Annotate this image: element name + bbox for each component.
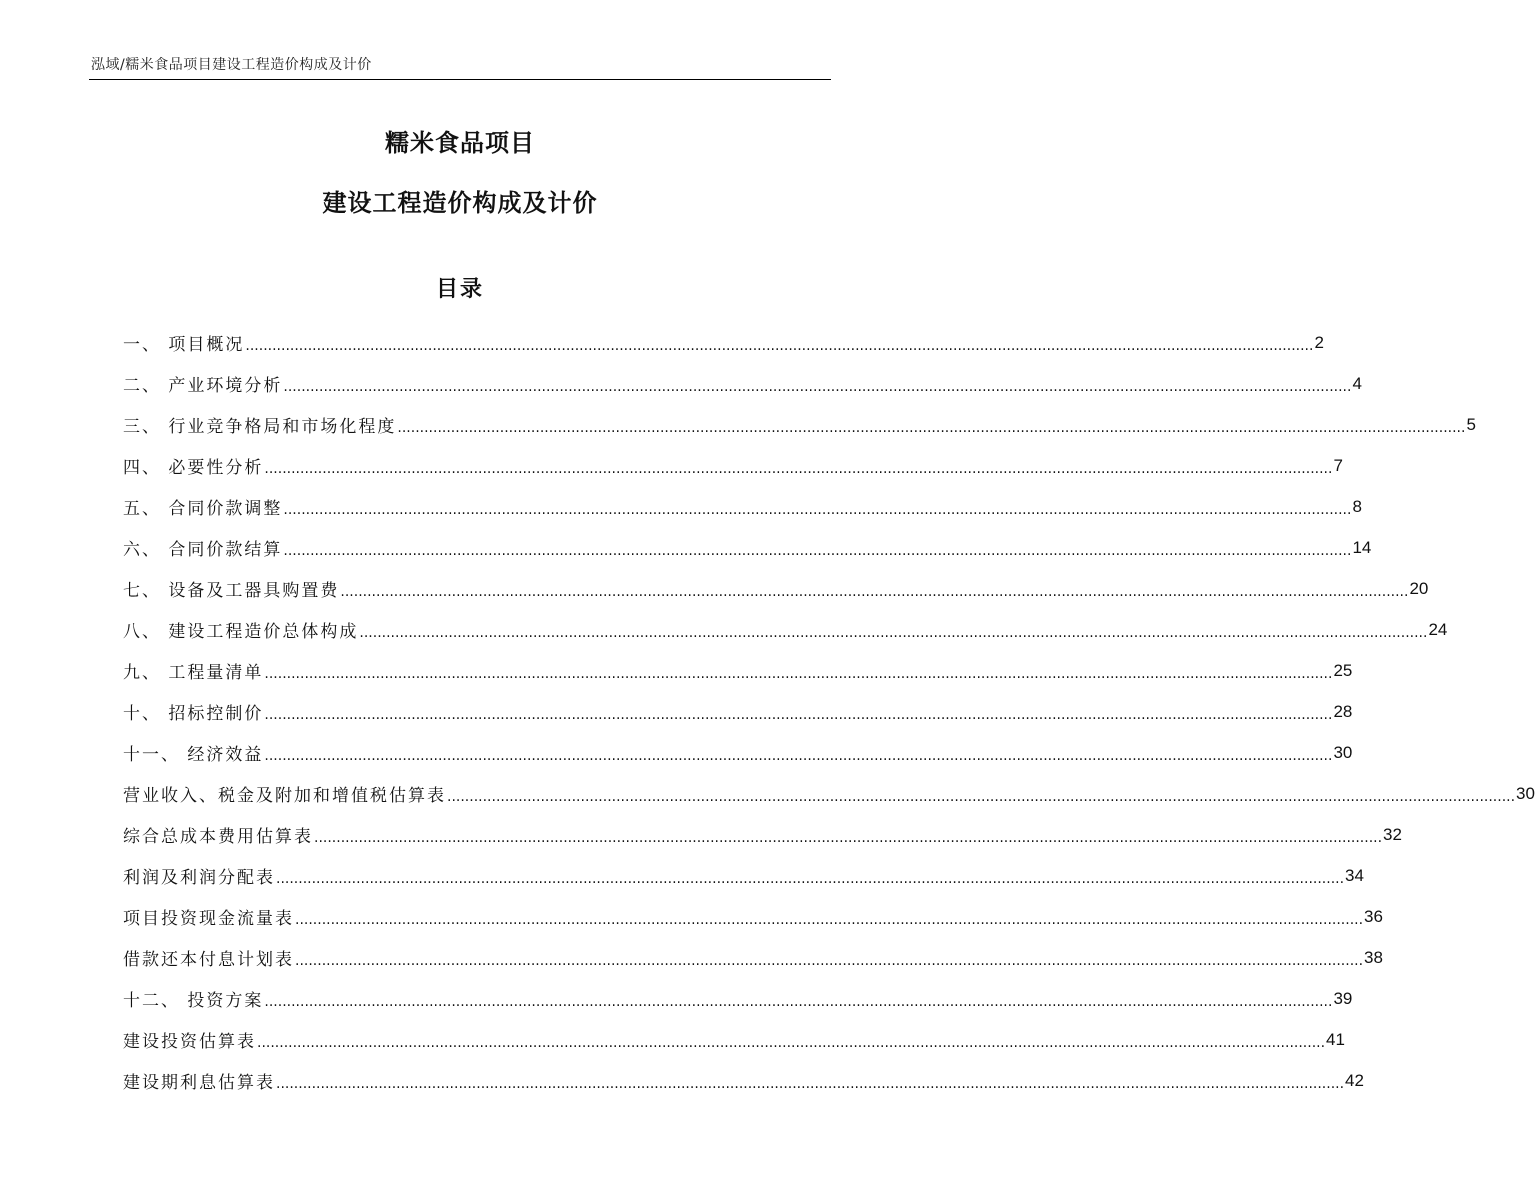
toc-leader-dots: ................................................................................................................................................................................................................................................: [264, 665, 1333, 682]
toc-entry-page: 30: [1333, 742, 1353, 762]
document-title-line-2: 建设工程造价构成及计价: [322, 189, 598, 217]
toc-entry-page: 20: [1409, 578, 1429, 598]
toc-entry-page: 41: [1326, 1029, 1345, 1049]
toc-entry-page: 30: [1516, 783, 1535, 803]
toc-entry-page: 25: [1333, 660, 1353, 680]
toc-entry-label: 营业收入、税金及附加和增值税估算表: [123, 786, 446, 806]
toc-entry[interactable]: [123, 937, 1383, 978]
toc-entry[interactable]: [123, 404, 1476, 445]
toc-entry-page: 2: [1314, 332, 1324, 352]
toc-entry-page: 24: [1428, 619, 1448, 639]
toc-leader-dots: ................................................................................................................................................................................................................................................: [397, 419, 1466, 436]
running-header: 泓域/糯米食品项目建设工程造价构成及计价: [91, 57, 372, 73]
toc-entry[interactable]: [123, 1019, 1345, 1060]
toc-entry[interactable]: [123, 691, 1353, 732]
toc-entry-page: 28: [1333, 701, 1353, 721]
toc-entry[interactable]: [123, 486, 1362, 527]
toc-leader-dots: ................................................................................................................................................................................................................................................: [264, 460, 1333, 477]
table-of-contents: [123, 322, 1535, 1101]
toc-entry-label: 十一、 经济效益: [123, 745, 264, 765]
toc-leader-dots: ................................................................................................................................................................................................................................................: [295, 911, 1364, 928]
toc-entry-page: 38: [1364, 947, 1383, 967]
toc-entry[interactable]: [123, 609, 1448, 650]
toc-leader-dots: ................................................................................................................................................................................................................................................: [245, 337, 1314, 354]
toc-entry[interactable]: [123, 896, 1383, 937]
toc-leader-dots: ................................................................................................................................................................................................................................................: [447, 788, 1516, 805]
toc-entry[interactable]: [123, 732, 1353, 773]
toc-leader-dots: ................................................................................................................................................................................................................................................: [295, 952, 1364, 969]
toc-leader-dots: ................................................................................................................................................................................................................................................: [340, 583, 1409, 600]
toc-entry-label: 五、 合同价款调整: [123, 499, 283, 519]
toc-leader-dots: ................................................................................................................................................................................................................................................: [264, 706, 1333, 723]
toc-leader-dots: ................................................................................................................................................................................................................................................: [359, 624, 1428, 641]
toc-entry-page: 4: [1352, 373, 1362, 393]
toc-entry[interactable]: [123, 1060, 1364, 1101]
toc-entry[interactable]: [123, 814, 1402, 855]
toc-entry-label: 建设期利息估算表: [123, 1073, 275, 1093]
toc-entry[interactable]: [123, 445, 1343, 486]
toc-leader-dots: ................................................................................................................................................................................................................................................: [283, 501, 1352, 518]
toc-leader-dots: ................................................................................................................................................................................................................................................: [264, 747, 1333, 764]
toc-entry[interactable]: [123, 773, 1535, 814]
toc-entry-label: 二、 产业环境分析: [123, 376, 283, 396]
toc-entry-label: 十二、 投资方案: [123, 991, 264, 1011]
toc-entry-label: 九、 工程量清单: [123, 663, 264, 683]
toc-entry[interactable]: [123, 322, 1324, 363]
toc-leader-dots: ................................................................................................................................................................................................................................................: [276, 1075, 1345, 1092]
toc-entry-page: 7: [1333, 455, 1343, 475]
toc-entry-label: 一、 项目概况: [123, 335, 245, 355]
toc-leader-dots: ................................................................................................................................................................................................................................................: [276, 870, 1345, 887]
toc-entry-page: 32: [1383, 824, 1402, 844]
toc-entry-label: 七、 设备及工器具购置费: [123, 581, 340, 601]
toc-leader-dots: ................................................................................................................................................................................................................................................: [257, 1034, 1326, 1051]
toc-entry[interactable]: [123, 568, 1429, 609]
toc-entry-label: 借款还本付息计划表: [123, 950, 294, 970]
toc-entry-label: 八、 建设工程造价总体构成: [123, 622, 359, 642]
toc-entry-page: 42: [1345, 1070, 1364, 1090]
toc-entry-page: 5: [1466, 414, 1476, 434]
toc-entry-page: 8: [1352, 496, 1362, 516]
toc-entry[interactable]: [123, 527, 1372, 568]
toc-entry-page: 14: [1352, 537, 1372, 557]
toc-entry[interactable]: [123, 978, 1353, 1019]
toc-entry-label: 六、 合同价款结算: [123, 540, 283, 560]
toc-leader-dots: ................................................................................................................................................................................................................................................: [283, 378, 1352, 395]
toc-entry-page: 39: [1333, 988, 1353, 1008]
toc-entry-label: 项目投资现金流量表: [123, 909, 294, 929]
toc-entry-page: 34: [1345, 865, 1364, 885]
toc-entry-label: 三、 行业竞争格局和市场化程度: [123, 417, 397, 437]
toc-leader-dots: ................................................................................................................................................................................................................................................: [283, 542, 1352, 559]
toc-entry-page: 36: [1364, 906, 1383, 926]
toc-leader-dots: ................................................................................................................................................................................................................................................: [264, 993, 1333, 1010]
toc-entry-label: 十、 招标控制价: [123, 704, 264, 724]
toc-leader-dots: ................................................................................................................................................................................................................................................: [314, 829, 1383, 846]
toc-entry[interactable]: [123, 363, 1362, 404]
document-title-line-1: 糯米食品项目: [385, 129, 535, 157]
toc-entry-label: 综合总成本费用估算表: [123, 827, 313, 847]
toc-entry-label: 建设投资估算表: [123, 1032, 256, 1052]
toc-entry-label: 四、 必要性分析: [123, 458, 264, 478]
header-divider: [89, 79, 831, 80]
toc-heading: 目录: [435, 277, 484, 302]
toc-entry[interactable]: [123, 650, 1353, 691]
toc-entry-label: 利润及利润分配表: [123, 868, 275, 888]
toc-entry[interactable]: [123, 855, 1364, 896]
